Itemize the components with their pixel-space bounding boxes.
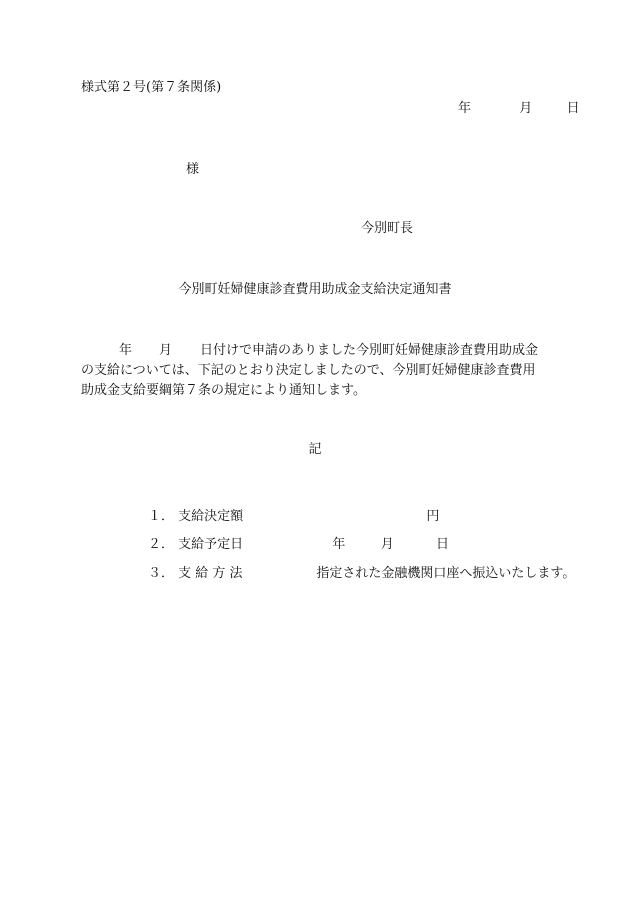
item-number: １． <box>148 509 175 524</box>
body-line-2: の支給については、下記のとおり決定しましたので、今別町妊婦健康診査費用 <box>81 363 536 378</box>
form-number: 様式第２号(第７条関係) <box>81 80 222 95</box>
item-number: ２． <box>148 537 175 552</box>
issuer-name: 今別町長 <box>361 221 414 236</box>
item-label: 支給予定日 <box>178 537 244 552</box>
ki-heading: 記 <box>308 442 322 457</box>
issue-date-year: 年 <box>458 101 472 116</box>
issue-date <box>458 101 580 117</box>
item-decision-amount <box>148 509 439 525</box>
item-label: 支 給 方 法 <box>178 566 243 581</box>
body-line-3: 助成金支給要綱第７条の規定により通知します。 <box>81 383 366 398</box>
issue-date-day: 日 <box>566 101 580 116</box>
item-date-year: 年 <box>332 537 346 552</box>
item-payment-method <box>148 566 575 582</box>
document-title: 今別町妊婦健康診査費用助成金支給決定通知書 <box>178 282 452 297</box>
item-value-yen: 円 <box>426 509 440 524</box>
body-year: 年 <box>119 343 133 358</box>
body-month: 月 <box>159 343 173 358</box>
item-date-day: 日 <box>436 537 450 552</box>
item-number: ３． <box>148 566 175 581</box>
item-label: 支給決定額 <box>178 509 244 524</box>
issue-date-month: 月 <box>519 101 533 116</box>
body-line-1-text: 日付けで申請のありました今別町妊婦健康診査費用助成金 <box>200 343 539 358</box>
item-scheduled-date <box>148 537 449 553</box>
body-line-1 <box>81 341 561 361</box>
item-value-method: 指定された金融機関口座へ振込いたします。 <box>316 566 576 581</box>
recipient-honorific: 様 <box>186 162 200 177</box>
body-paragraph <box>81 341 561 401</box>
item-date-month: 月 <box>380 537 394 552</box>
